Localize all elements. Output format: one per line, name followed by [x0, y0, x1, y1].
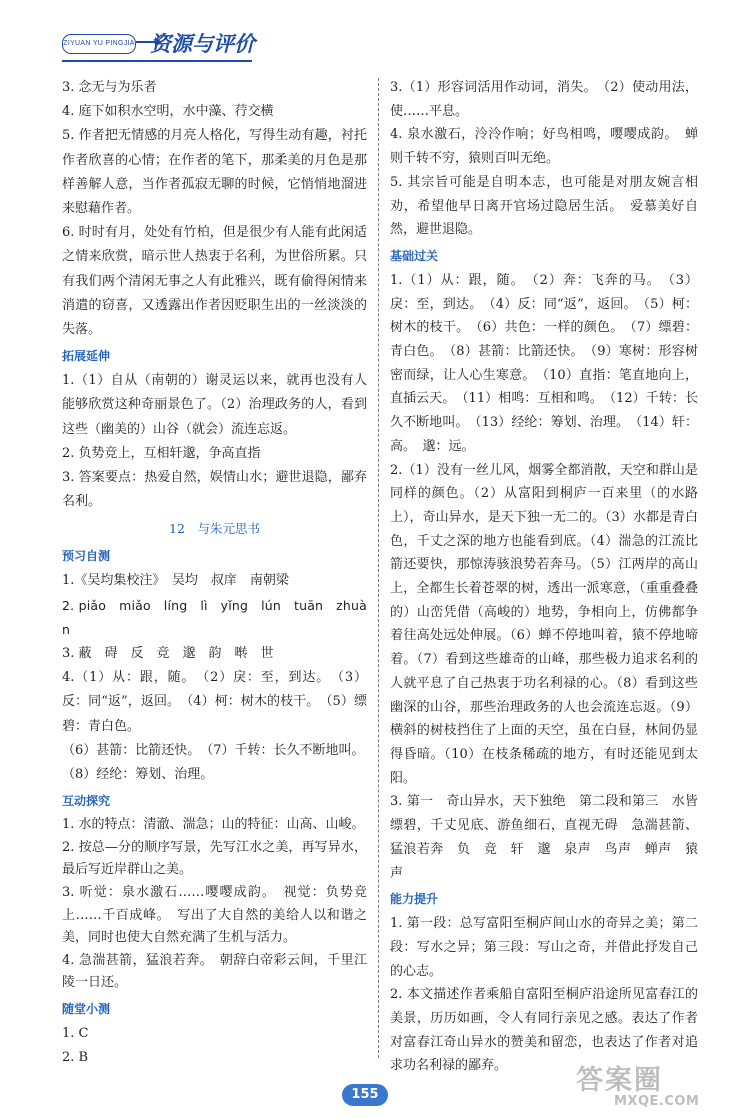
- answer-item: 3. 听觉：泉水激石……嘤嘤成韵。 视觉：负势竞上……千百成峰。 写出了大自然的美给人以和谐之美，同时也使大自然充满了生机与活力。: [62, 885, 367, 946]
- answer-item: 3. 念无与为乐者: [62, 80, 157, 95]
- answer-item: 4. 庭下如积水空明，水中藻、荇交横: [62, 104, 274, 120]
- answer-item: 1. 水的特点：清澈、湍急；山的特征：山高、山峻。: [62, 817, 365, 833]
- answer-item: 1.（1）从：跟，随。 （2）奔：飞奔的马。 （3）戾：至，到达。 （4）反：同“返”，返回。 （5）柯：树木的枝干。 （6）共色：一样的颜色。 （7）缥碧：青白色。 （8）甚箭：比箭还快。 （9）寒树：形容树密而绿，让人心生寒意。 （10）直指：笔直地向上，直插云天。 （11）相鸣：互相和鸣。 （12）千转：长久不断地叫。 （13）经纶：筹划、治理。 （14）轩：高。 邈：远。: [390, 272, 698, 454]
- column-divider: [378, 78, 379, 1058]
- answer-item: 4. 泉水激石，泠泠作响；好鸟相鸣，嘤嘤成韵。 蝉则千转不穷，猿则百叫无绝。: [390, 127, 698, 167]
- answer-item: 3. 答案要点：热爱自然，娱情山水；避世退隐，鄙弃名利。: [62, 470, 367, 510]
- answer-item: 4. 急湍甚箭，猛浪若奔。 朝辞白帝彩云间，千里江陵一日还。: [62, 952, 367, 991]
- answer-item: 1.《吴均集校注》 吴均 叔庠 南朝梁: [62, 573, 289, 589]
- right-column: [390, 76, 698, 1078]
- answer-item: （8）经纶：筹划、治理。: [62, 767, 214, 783]
- answer-item: 1. C: [62, 1026, 89, 1042]
- header-rule: [62, 60, 252, 62]
- answer-item: 2. 按总—分的顺序写景，先写江水之美，再写异水，最后写近岸群山之美。: [62, 839, 367, 878]
- answer-item: 3.（1）形容词活用作动词，消失。 （2）使动用法，使……平息。: [390, 80, 698, 119]
- section-heading-basic: 基础过关: [390, 248, 439, 263]
- answer-item: 2. 负势竞上，互相轩邈，争高直指: [62, 445, 261, 461]
- watermark-logo: 答案圈: [576, 1065, 663, 1096]
- answer-item: 1.（1）自从（南朝的）谢灵运以来，就再也没有人能够欣赏这种奇丽景色了。（2）治理政务的人，看到这些（幽美的）山谷（就会）流连忘返。: [62, 373, 367, 437]
- chapter-title: 12 与朱元思书: [169, 521, 260, 537]
- section-heading-quiz: 随堂小测: [62, 1002, 111, 1017]
- answer-item: 3. 第一 奇山异水，天下独绝 第二段和第三 水皆缥碧，千丈见底、游鱼细石，直视无碍 急湍甚箭、猛浪若奔 负 竞 轩 邈 泉声 鸟声 蝉声 猿声: [390, 794, 698, 881]
- answer-item: 2.（1）没有一丝儿风，烟雾全都消散，天空和群山是同样的颜色。（2）从富阳到桐庐一百来里（的水路上），奇山异水，是天下独一无二的。（3）水都是青白色，千丈之深的地方也能看到底。（4）湍急的江流比箭还要快，那惊涛骇浪势若奔马。（5）江两岸的高山上，全都生长着苍翠的树，透出一派寒意，（重重叠叠的）山峦凭借（高峻的）地势，争相向上，仿佛都争着往高处远处伸展。（6）蝉不停地叫着，猿不停地啼着。（7）看到这些雄奇的山峰，那些极力追求名利的人就平息了自己热衷于功名利禄的心。（8）看到这些幽深的山谷，那些治理政务的人也会流连忘返。（9）横斜的树枝挡住了上面的天空，虽在白昼，林间仍显得昏暗。（10）在枝条稀疏的地方，有时还能见到太阳。: [390, 462, 698, 786]
- answer-item: 2. B: [62, 1050, 89, 1066]
- answer-item: 5. 作者把无情感的月亮人格化，写得生动有趣，衬托作者欣喜的心情；在作者的笔下，那柔美的月色是那样善解人意，当作者孤寂无聊的时候，它悄悄地溜进来慰藉作者。: [62, 128, 367, 217]
- answer-item: 5. 其宗旨可能是自明本志，也可能是对朋友婉言相劝，希望他早日离开官场过隐居生活。 爱慕美好自然，避世退隐。: [390, 174, 698, 238]
- answer-item: 1. 第一段：总写富阳至桐庐间山水的奇异之美；第二段：写水之异；第三段：写山之奇，并借此抒发自己的心志。: [390, 916, 698, 979]
- answer-item: （6）甚箭：比箭还快。 （7）千转：长久不断地叫。: [62, 742, 365, 758]
- pinyin-answer: 2. piǎo miǎo líng lì yǐng lún tuān zhuàn: [62, 597, 367, 637]
- watermark-url: MXQE.COM: [614, 1094, 700, 1109]
- answer-item: 3. 蔽 碍 反 竞 邈 韵 啭 世: [62, 646, 274, 662]
- page-number: 155: [342, 1084, 388, 1106]
- answer-item: 6. 时时有月，处处有竹柏，但是很少有人能有此闲适之情来欣赏，暗示世人热衷于名利，为世俗所累。只有我们两个清闲无事之人有此雅兴，既有偷得闲情来消遣的窃喜，又透露出作者因贬职生出的一丝淡淡的失落。: [62, 225, 367, 338]
- section-heading-preview: 预习自测: [62, 549, 111, 564]
- section-heading-ability: 能力提升: [390, 892, 439, 907]
- answer-item: 4.（1）从：跟，随。 （2）戾：至，到达。 （3）反：同“返”，返回。 （4）柯：树木的枝干。 （5）缥碧：青白色。: [62, 670, 367, 734]
- answer-item: 2. 本文描述作者乘船自富阳至桐庐沿途所见富春江的美景，历历如画，令人有同行亲见之感。表达了作者对富春江奇山异水的赞美和留恋，也表达了作者对追求功名利禄的鄙弃。: [390, 987, 698, 1074]
- book-title: 资源与评价: [150, 32, 255, 56]
- logo-pinyin: ZIYUAN YU PINGJIA: [62, 34, 136, 54]
- page-header: [62, 26, 292, 60]
- left-column: [62, 76, 367, 1070]
- section-heading-expand: 拓展延伸: [62, 349, 111, 364]
- section-heading-interact: 互动探究: [62, 794, 111, 809]
